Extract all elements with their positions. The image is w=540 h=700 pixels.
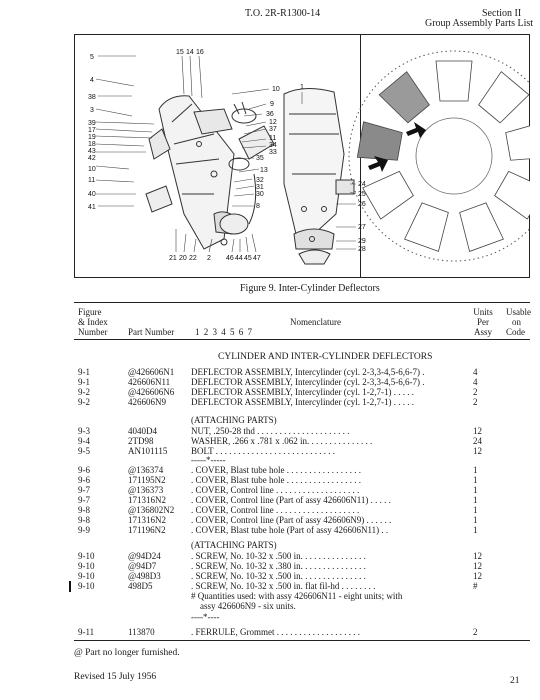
table-row: 9-8 171316N2 . COVER, Control line (Part of assy 426606N9) . . . . . . 1 [78,515,478,525]
callout-17: 17 [88,127,96,134]
callout-33: 33 [269,149,277,156]
col-header-nomenclature: Nomenclature [290,317,341,327]
callout-18: 18 [88,141,96,148]
separator: ----*---- [191,612,220,622]
table-row: 9-4 2TD98 WASHER, .266 x .781 x .062 in. . . . . . . . . . . . . . . 24 [78,436,482,446]
callout-28: 28 [358,246,366,253]
col-header-usable-on-code: Usable on Code [506,307,531,337]
callout-3: 3 [90,107,94,114]
table-row: 9-6 171195N2 . COVER, Blast tube hole . . . . . . . . . . . . . . . . . 1 [78,475,478,485]
callout-22: 22 [189,255,197,262]
attaching-parts-label: (ATTACHING PARTS) [191,415,277,425]
callout-12: 12 [269,119,277,126]
callout-26: 26 [358,201,366,208]
callout-46: 46 [226,255,234,262]
table-row: 9-10 @94D7 . SCREW, No. 10-32 x .380 in. . . . . . . . . . . . . . . 12 [78,561,482,571]
callout-11: 11 [88,177,96,184]
callout-42: 42 [88,155,96,162]
callout-43: 43 [88,148,96,155]
quantities-note: # Quantities used: with assy 426606N11 - eight units; with [191,591,403,601]
table-row: 9-2 426606N9 DEFLECTOR ASSEMBLY, Intercylinder (cyl. 1-2,7-1) . . . . . 2 [78,397,478,407]
table-row: 9-10 498D5 . SCREW, No. 10-32 x .500 in. flat fil-hd . . . . . . . . # [78,581,478,591]
table-header-rule [74,339,530,340]
quantities-note: assy 426606N9 - six units. [200,601,296,611]
footnote: @ Part no longer furnished. [74,648,180,658]
table-row: 9-10 @94D24 . SCREW, No. 10-32 x .500 in. . . . . . . . . . . . . . . 12 [78,551,482,561]
callout-15: 15 [176,49,184,56]
revision-date: Revised 15 July 1956 [74,672,157,682]
callout-27: 27 [358,224,366,231]
table-bottom-rule [74,640,530,641]
callout-41: 41 [88,204,96,211]
table-row: 9-6 @136374 . COVER, Blast tube hole . . . . . . . . . . . . . . . . . 1 [78,465,478,475]
callout-21: 21 [169,255,177,262]
callout-16: 16 [196,49,204,56]
callout-35: 35 [256,155,264,162]
callout-1: 1 [300,84,304,91]
callout-11b: 11 [269,135,277,142]
table-row: 9-1 @426606N1 DEFLECTOR ASSEMBLY, Intercylinder (cyl. 2-3,3-4,5-6,6-7) . 4 [78,367,478,377]
callout-25: 25 [358,191,366,198]
callout-32: 32 [256,177,264,184]
table-row: 9-5 AN101115 BOLT . . . . . . . . . . . . . . . . . . . . . . . . . . . 12 [78,446,482,456]
callout-36: 36 [266,111,274,118]
callout-10: 10 [88,166,96,173]
page-number: 21 [510,676,520,686]
table-row: 9-1 426606N11 DEFLECTOR ASSEMBLY, Intercylinder (cyl. 2-3,3-4,5-6,6-7) . 4 [78,377,478,387]
exploded-view-illustration [74,34,530,278]
col-header-indent: 1 2 3 4 5 6 7 [195,327,253,337]
callout-9: 9 [270,101,274,108]
col-header-part-number: Part Number [128,327,175,337]
section-title: CYLINDER AND INTER-CYLINDER DEFLECTORS [218,352,433,362]
callout-13: 13 [260,167,268,174]
callout-47: 47 [253,255,261,262]
figure-caption: Figure 9. Inter-Cylinder Deflectors [240,283,380,294]
table-row: 9-2 @426606N6 DEFLECTOR ASSEMBLY, Intercylinder (cyl. 1-2,7-1) . . . . . 2 [78,387,478,397]
table-row: 9-3 4040D4 NUT, .250-28 thd . . . . . . . . . . . . . . . . . . . . . 12 [78,426,482,436]
section-subtitle: Group Assembly Parts List [425,18,534,29]
callout-24: 24 [358,181,366,188]
separator: -----*----- [191,455,226,465]
col-header-units: Units Per Assy [473,307,493,337]
callout-20: 20 [179,255,187,262]
table-row: 9-7 @136373 . COVER, Control line . . . . . . . . . . . . . . . . . . . 1 [78,485,478,495]
callout-30: 30 [256,191,264,198]
table-row: 9-9 171196N2 . COVER, Blast tube hole (Part of assy 426606N11) . . 1 [78,525,478,535]
callout-37: 37 [269,126,277,133]
document-number: T.O. 2R-R1300-14 [245,8,321,19]
engine-deflector-location-diagram [349,51,530,261]
callout-39: 39 [88,120,96,127]
table-row: 9-8 @136802N2 . COVER, Control line . . . . . . . . . . . . . . . . . . . 1 [78,505,478,515]
callout-8: 8 [256,203,260,210]
callout-45: 45 [244,255,252,262]
table-top-rule [74,302,530,303]
callout-19: 19 [88,134,96,141]
table-row: 9-11 113870 . FERRULE, Grommet . . . . . . . . . . . . . . . . . . . 2 [78,627,478,637]
callout-31: 31 [256,184,264,191]
callout-34: 34 [269,142,277,149]
callout-29: 29 [358,238,366,245]
callout-14: 14 [186,49,194,56]
col-header-figure-index: Figure & Index Number [78,307,108,337]
callout-40: 40 [88,191,96,198]
callout-10b: 10 [272,86,280,93]
section-label: Section II [482,8,522,19]
callout-38: 38 [88,94,96,101]
callout-5: 5 [90,54,94,61]
callout-2: 2 [207,255,211,262]
callout-44: 44 [235,255,243,262]
attaching-parts-label: (ATTACHING PARTS) [191,540,277,550]
table-row: 9-10 @498D3 . SCREW, No. 10-32 x .500 in. . . . . . . . . . . . . . . 12 [78,571,482,581]
table-row: 9-7 171316N2 . COVER, Control line (Part of assy 426606N11) . . . . . 1 [78,495,478,505]
callout-4: 4 [90,77,94,84]
